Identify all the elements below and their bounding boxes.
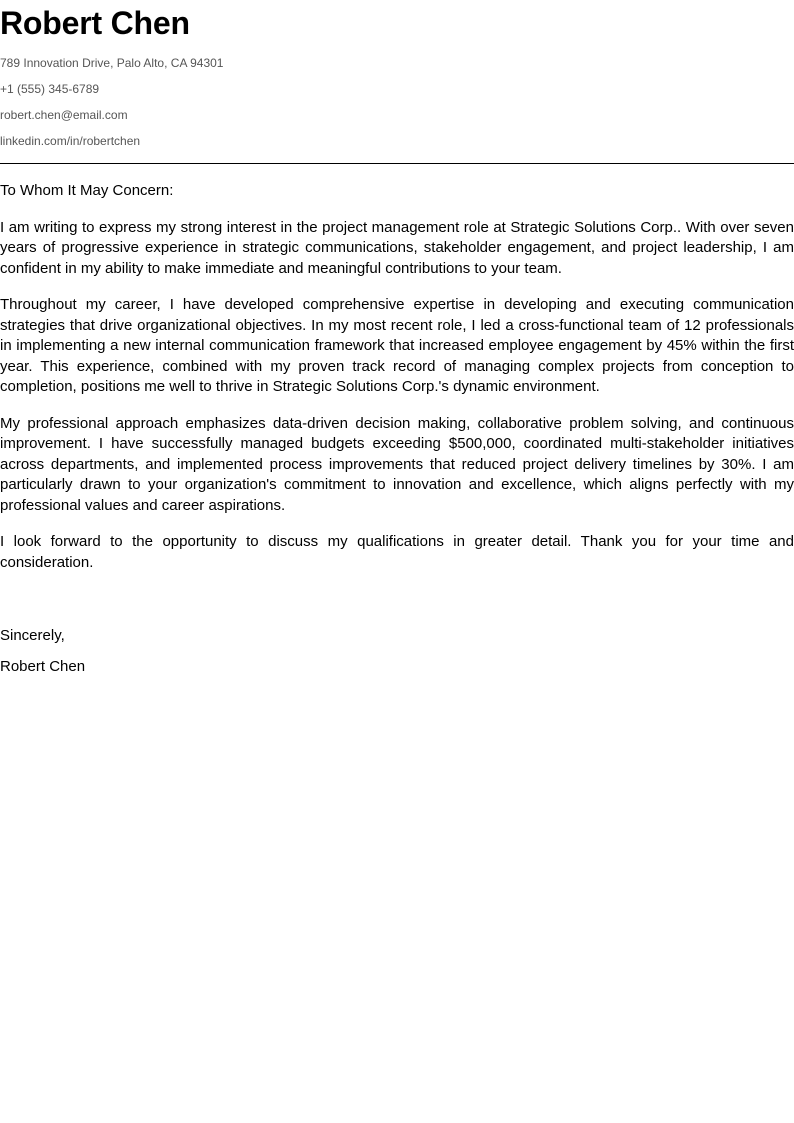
header-divider xyxy=(0,163,794,164)
applicant-name: Robert Chen xyxy=(0,5,190,41)
closing: Sincerely, xyxy=(0,627,65,644)
body-paragraph-2: Throughout my career, I have developed comprehensive expertise in developing and executing communication strategies that drive organizational objectives. In my most recent role, I led a cross-functional team of 12 professionals in implementing a new internal communication framework that increased employee engagement by 45% within the first year. This experience, combined with my proven track record of managing complex projects from conception to completion, positions me well to thrive in Strategic Solutions Corp.'s dynamic environment. xyxy=(0,296,794,395)
contact-info xyxy=(0,56,794,148)
letter-body xyxy=(0,181,794,677)
body-paragraph-4: I look forward to the opportunity to discuss my qualifications in greater detail. Thank you for your time and consideration. xyxy=(0,533,794,571)
contact-linkedin: linkedin.com/in/robertchen xyxy=(0,134,141,148)
contact-email: robert.chen@email.com xyxy=(0,108,128,122)
body-paragraph-3: My professional approach emphasizes data-driven decision making, collaborative problem solving, and continuous improvement. I have successfully managed budgets exceeding $500,000, coordinated multi-stakeholder initiatives across departments, and implemented process improvements that reduced project delivery timelines by 30%. I am particularly drawn to your organization's commitment to innovation and excellence, which aligns perfectly with my professional values and career aspirations. xyxy=(0,414,794,514)
contact-address: 789 Innovation Drive, Palo Alto, CA 94301 xyxy=(0,56,224,70)
salutation: To Whom It May Concern: xyxy=(0,182,174,199)
contact-phone: +1 (555) 345-6789 xyxy=(0,82,100,96)
letter-header xyxy=(0,0,794,164)
signature: Robert Chen xyxy=(0,657,86,675)
body-paragraph-1: I am writing to express my strong interest in the project management role at Strategic Solutions Corp.. With over seven years of progressive experience in strategic communications, stakeholder engagement, and project leadership, I am confident in my ability to make immediate and meaningful contributions to your team. xyxy=(0,218,794,277)
